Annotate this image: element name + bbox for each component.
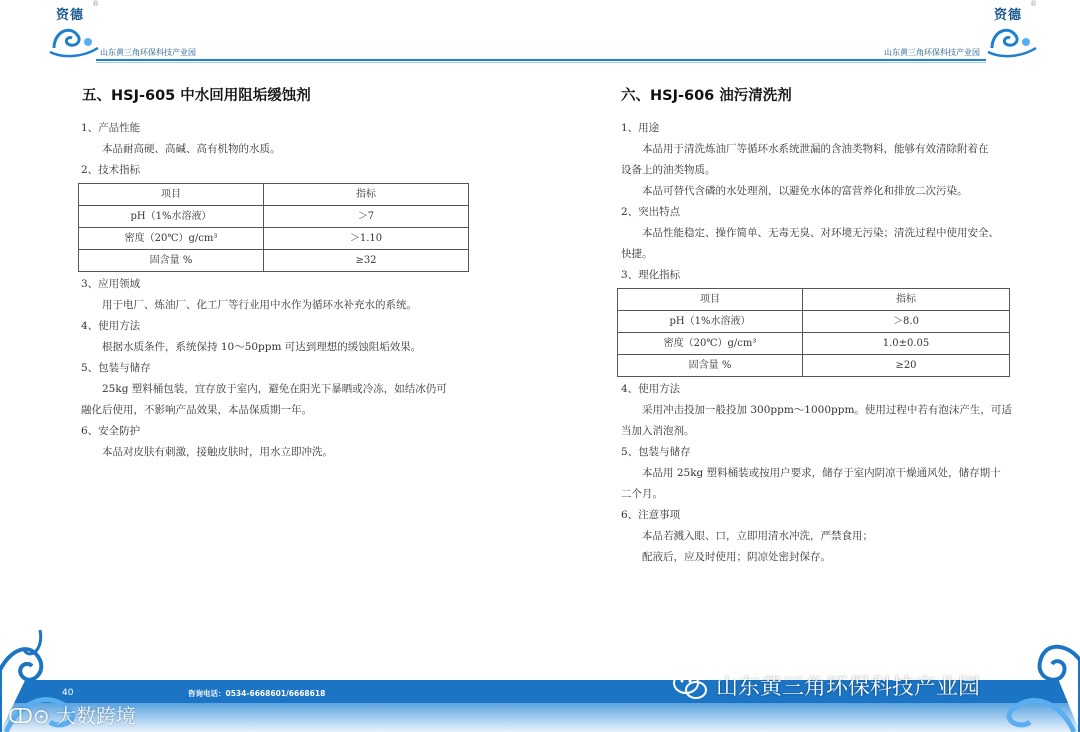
table-cell: ≥32 (264, 250, 469, 272)
table-row (618, 355, 1010, 377)
heading-application: 3、应用领域 (81, 278, 141, 290)
heading-usage: 4、使用方法 (81, 320, 141, 332)
table-cell: ＞8.0 (803, 311, 1010, 333)
watermark-logo-icon: ↀ⊙ (8, 704, 50, 728)
table-header-row (79, 184, 469, 206)
table-cell: 固含量 % (79, 250, 264, 272)
watermark-right-text: 山东黄三角环保科技产业园 (716, 675, 981, 700)
heading-usage: 4、使用方法 (621, 383, 681, 395)
spec-table (78, 183, 469, 272)
table-cell: 固含量 % (618, 355, 803, 377)
table-row (79, 250, 469, 272)
contact-phone: 咨询电话：0534-6668601/6668618 (188, 689, 326, 698)
table-header-cell: 指标 (264, 184, 469, 206)
section-title: 六、HSJ-606 油污清洗剂 (621, 88, 792, 104)
watermark-left (8, 700, 136, 729)
logo-brand-text: 资德 (56, 8, 85, 23)
table-header-cell: 指标 (803, 289, 1010, 311)
paragraph-continued: 设备上的油类物质。 (621, 164, 716, 176)
paragraph: 本品可替代含磷的水处理剂，以避免水体的富营养化和排放二次污染。 (642, 185, 968, 197)
paragraph: 本品用 25kg 塑料桶装或按用户要求，储存于室内阴凉干燥通风处，储存期十 (642, 467, 1001, 479)
wave-decoration-right-icon (970, 630, 1080, 732)
table-cell: 密度（20℃）g/cm³ (618, 333, 803, 355)
heading-packaging: 5、包装与储存 (81, 362, 151, 374)
table-header-row (618, 289, 1010, 311)
heading-safety: 6、安全防护 (81, 425, 141, 437)
header-divider-thin (540, 62, 986, 63)
heading-notes: 6、注意事项 (621, 509, 681, 521)
paragraph: 采用冲击投加一般投加 300ppm～1000ppm。使用过程中若有泡沫产生，可适 (642, 404, 1012, 416)
heading-tech-spec: 2、技术指标 (81, 164, 141, 176)
paragraph: 本品若溅入眼、口，立即用清水冲洗，严禁食用； (642, 530, 873, 542)
paragraph: 本品对皮肤有刺激，接触皮肤时，用水立即冲洗。 (102, 446, 333, 458)
paragraph-continued: 当加入消泡剂。 (621, 425, 695, 437)
paragraph: 本品性能稳定、操作简单、无毒无臭、对环境无污染；清洗过程中使用安全、 (642, 227, 999, 239)
heading-features: 2、突出特点 (621, 206, 681, 218)
header-park-name: 山东黄三角环保科技产业园 (100, 48, 196, 57)
table-cell: 1.0±0.05 (803, 333, 1010, 355)
wave-logo-icon (986, 18, 1044, 58)
heading-purpose: 1、用途 (621, 122, 660, 134)
paragraph: 本品耐高硬、高碱、高有机物的水质。 (102, 143, 281, 155)
heading-physchem: 3、理化指标 (621, 269, 681, 281)
watermark-right (672, 670, 980, 701)
table-header-cell: 项目 (79, 184, 264, 206)
right-page (540, 0, 1080, 732)
table-header-cell: 项目 (618, 289, 803, 311)
watermark-left-text: 大数跨境 (56, 704, 137, 728)
table-row (618, 333, 1010, 355)
header-logo (986, 2, 1044, 58)
header-logo (48, 2, 106, 58)
wave-logo-icon (48, 18, 106, 58)
registered-mark: ® (1030, 0, 1037, 8)
paragraph: 用于电厂、炼油厂、化工厂等行业用中水作为循环水补充水的系统。 (102, 299, 417, 311)
section-content (81, 118, 481, 463)
paragraph: 本品用于清洗炼油厂等循环水系统泄漏的含油类物料，能够有效清除附着在 (642, 143, 989, 155)
spec-table (617, 288, 1010, 377)
wechat-icon (672, 671, 708, 701)
table-row (618, 311, 1010, 333)
header-divider (540, 59, 986, 61)
logo-brand-text: 资德 (994, 8, 1023, 23)
table-cell: pH（1%水溶液） (618, 311, 803, 333)
table-cell: ≥20 (803, 355, 1010, 377)
paragraph: 25kg 塑料桶包装，宜存放于室内，避免在阳光下暴晒或冷冻，如结冰仍可 (102, 383, 447, 395)
footer-gradient (0, 703, 1080, 732)
table-cell: ＞1.10 (264, 228, 469, 250)
paragraph: 根据水质条件，系统保持 10～50ppm 可达到理想的缓蚀阻垢效果。 (102, 341, 422, 353)
page-number: 40 (62, 688, 74, 698)
paragraph-continued: 二个月。 (621, 488, 663, 500)
paragraph-continued: 快捷。 (621, 248, 653, 260)
registered-mark: ® (92, 0, 99, 8)
table-cell: pH（1%水溶液） (79, 206, 264, 228)
paragraph: 配液后，应及时使用；阴凉处密封保存。 (642, 551, 831, 563)
table-row (79, 206, 469, 228)
section-content (621, 118, 1021, 568)
header-park-name: 山东黄三角环保科技产业园 (884, 48, 980, 57)
heading-packaging: 5、包装与储存 (621, 446, 691, 458)
header-divider (96, 59, 540, 61)
paragraph-continued: 融化后使用，不影响产品效果，本品保质期一年。 (81, 404, 312, 416)
section-title: 五、HSJ-605 中水回用阻垢缓蚀剂 (82, 88, 311, 104)
table-cell: ＞7 (264, 206, 469, 228)
header-divider-thin (96, 62, 540, 63)
table-cell: 密度（20℃）g/cm³ (79, 228, 264, 250)
table-row (79, 228, 469, 250)
heading-performance: 1、产品性能 (81, 122, 141, 134)
